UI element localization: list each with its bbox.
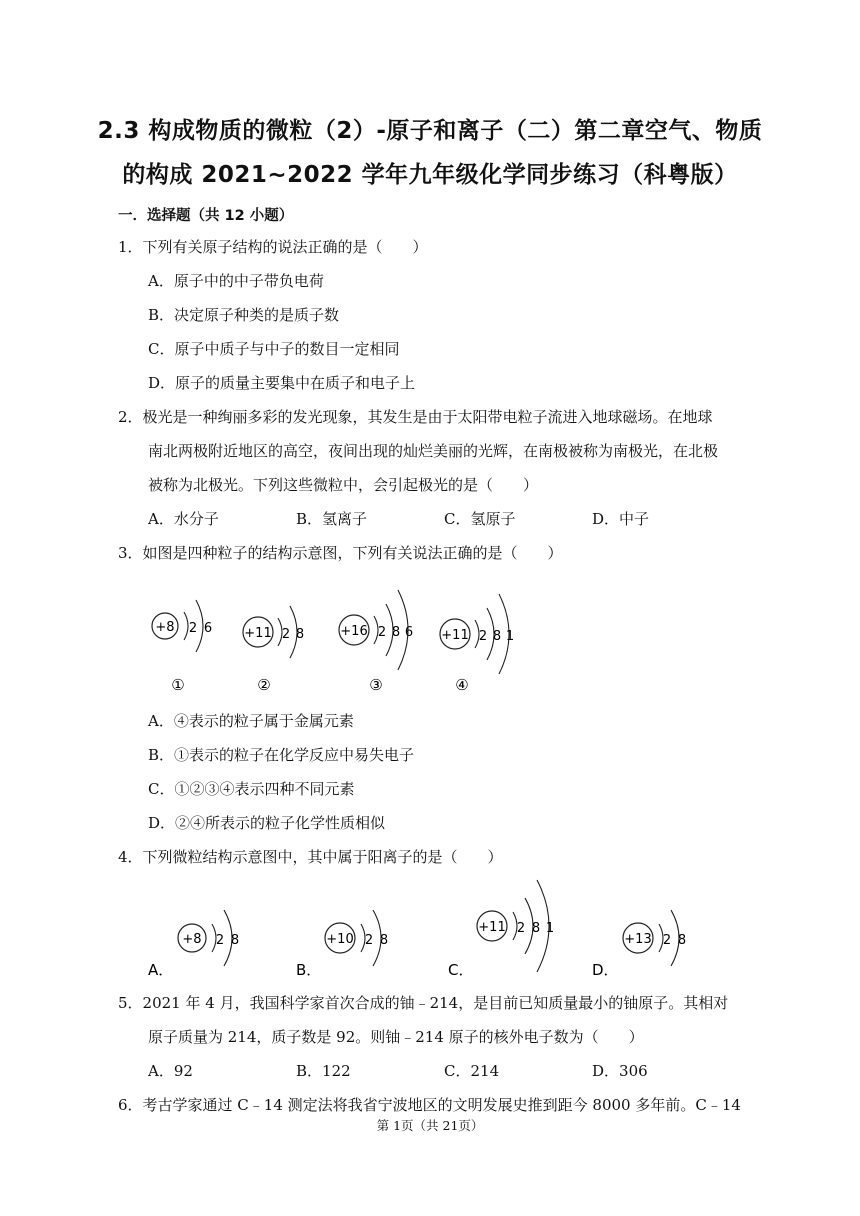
option-label: D． <box>592 961 619 979</box>
electron-count: 2 <box>478 629 488 644</box>
q3-option-a: A．④表示的粒子属于金属元素 <box>148 712 354 730</box>
q3-stem: 3．如图是四种粒子的结构示意图，下列有关说法正确的是（ ） <box>118 544 563 562</box>
q4-stem: 4．下列微粒结构示意图中，其中属于阳离子的是（ ） <box>118 848 503 866</box>
electron-count: 2 <box>516 921 526 936</box>
electron-count: 6 <box>404 625 414 640</box>
electron-count: 8 <box>379 933 389 948</box>
doc-title-line1: 2.3 构成物质的微粒（2）-原子和离子（二）第二章空气、物质 <box>97 118 763 144</box>
electron-count: 8 <box>295 627 305 642</box>
nucleus-charge: +8 <box>182 932 202 947</box>
option-c-diagram <box>448 880 554 979</box>
nucleus-charge: +10 <box>326 932 354 947</box>
electron-count: 2 <box>377 625 387 640</box>
electron-count: 2 <box>188 621 198 636</box>
q1-option-d: D．原子的质量主要集中在质子和电子上 <box>148 374 416 392</box>
q5-stem-line1: 5．2021 年 4 月，我国科学家首次合成的铀﹣214，是目前已知质量最小的铀原子。其相对 <box>118 994 729 1012</box>
atom-diagram-4 <box>440 594 514 694</box>
q2-option-c: C．氢原子 <box>444 510 516 528</box>
electron-count: 2 <box>662 933 672 948</box>
q3-option-b: B．①表示的粒子在化学反应中易失电子 <box>148 746 415 764</box>
q1-stem: 1．下列有关原子结构的说法正确的是（ ） <box>118 238 428 256</box>
option-a-diagram <box>148 910 239 979</box>
nucleus-charge: +13 <box>624 932 652 947</box>
q2-option-b: B．氢离子 <box>296 510 368 528</box>
q2-option-d: D．中子 <box>592 510 650 528</box>
nucleus-charge: +11 <box>478 920 506 935</box>
nucleus-charge: +11 <box>244 626 272 641</box>
figure-label: ③ <box>369 676 383 694</box>
q2-stem-line1: 2．极光是一种绚丽多彩的发光现象，其发生是由于太阳带电粒子流进入地球磁场。在地球 <box>118 408 713 426</box>
figure-label: ② <box>257 676 271 694</box>
doc-title-line2: 的构成 2021~2022 学年九年级化学同步练习（科粤版） <box>122 162 738 188</box>
q1-option-b: B．决定原子种类的是质子数 <box>148 306 340 324</box>
q2-stem-line3: 被称为北极光。下列这些微粒中，会引起极光的是（ ） <box>148 476 539 494</box>
q3-option-c: C．①②③④表示四种不同元素 <box>148 780 355 798</box>
q5-option-a: A．92 <box>148 1062 193 1080</box>
atom-diagram-3 <box>339 590 413 694</box>
nucleus-charge: +8 <box>155 620 175 635</box>
electron-count: 2 <box>215 933 225 948</box>
q2-stem-line2: 南北两极附近地区的高空，夜间出现的灿烂美丽的光辉，在南极被称为南极光，在北极 <box>148 442 719 460</box>
electron-count: 6 <box>203 621 213 636</box>
nucleus-charge: +11 <box>441 628 469 643</box>
electron-count: 2 <box>281 627 291 642</box>
figure-label: ① <box>171 676 185 694</box>
atom-diagram-1 <box>152 600 212 694</box>
electron-count: 2 <box>364 933 374 948</box>
page-footer: 第 1页（共 21页） <box>376 1118 484 1133</box>
figure-label: ④ <box>455 676 469 694</box>
electron-count: 8 <box>230 933 240 948</box>
nucleus-charge: +16 <box>340 624 368 639</box>
q3-atom-diagrams <box>140 574 520 700</box>
option-d-diagram <box>592 910 686 979</box>
q1-option-a: A．原子中的中子带负电荷 <box>148 272 324 290</box>
q3-option-d: D．②④所表示的粒子化学性质相似 <box>148 814 386 832</box>
q5-option-d: D．306 <box>592 1062 648 1080</box>
q4-atom-diagrams <box>140 874 700 980</box>
q5-stem-line2: 原子质量为 214，质子数是 92。则铀﹣214 原子的核外电子数为（ ） <box>148 1028 644 1046</box>
q5-option-b: B．122 <box>296 1062 351 1080</box>
q2-option-a: A．水分子 <box>148 510 219 528</box>
q1-option-c: C．原子中质子与中子的数目一定相同 <box>148 340 400 358</box>
electron-count: 8 <box>492 629 502 644</box>
electron-count: 8 <box>391 625 401 640</box>
electron-count: 1 <box>545 921 555 936</box>
option-label: A． <box>148 961 174 979</box>
electron-count: 8 <box>677 933 687 948</box>
section-heading: 一．选择题（共 12 小题） <box>118 208 294 224</box>
option-b-diagram <box>296 910 388 979</box>
electron-count: 8 <box>531 921 541 936</box>
q6-stem: 6．考古学家通过 C﹣14 测定法将我省宁波地区的文明发展史推到距今 8000 多年前。C﹣14 <box>118 1096 741 1114</box>
option-label: C． <box>448 961 474 979</box>
option-label: B． <box>296 961 322 979</box>
atom-diagram-2 <box>243 606 304 694</box>
electron-count: 1 <box>505 629 515 644</box>
q5-option-c: C．214 <box>444 1062 500 1080</box>
